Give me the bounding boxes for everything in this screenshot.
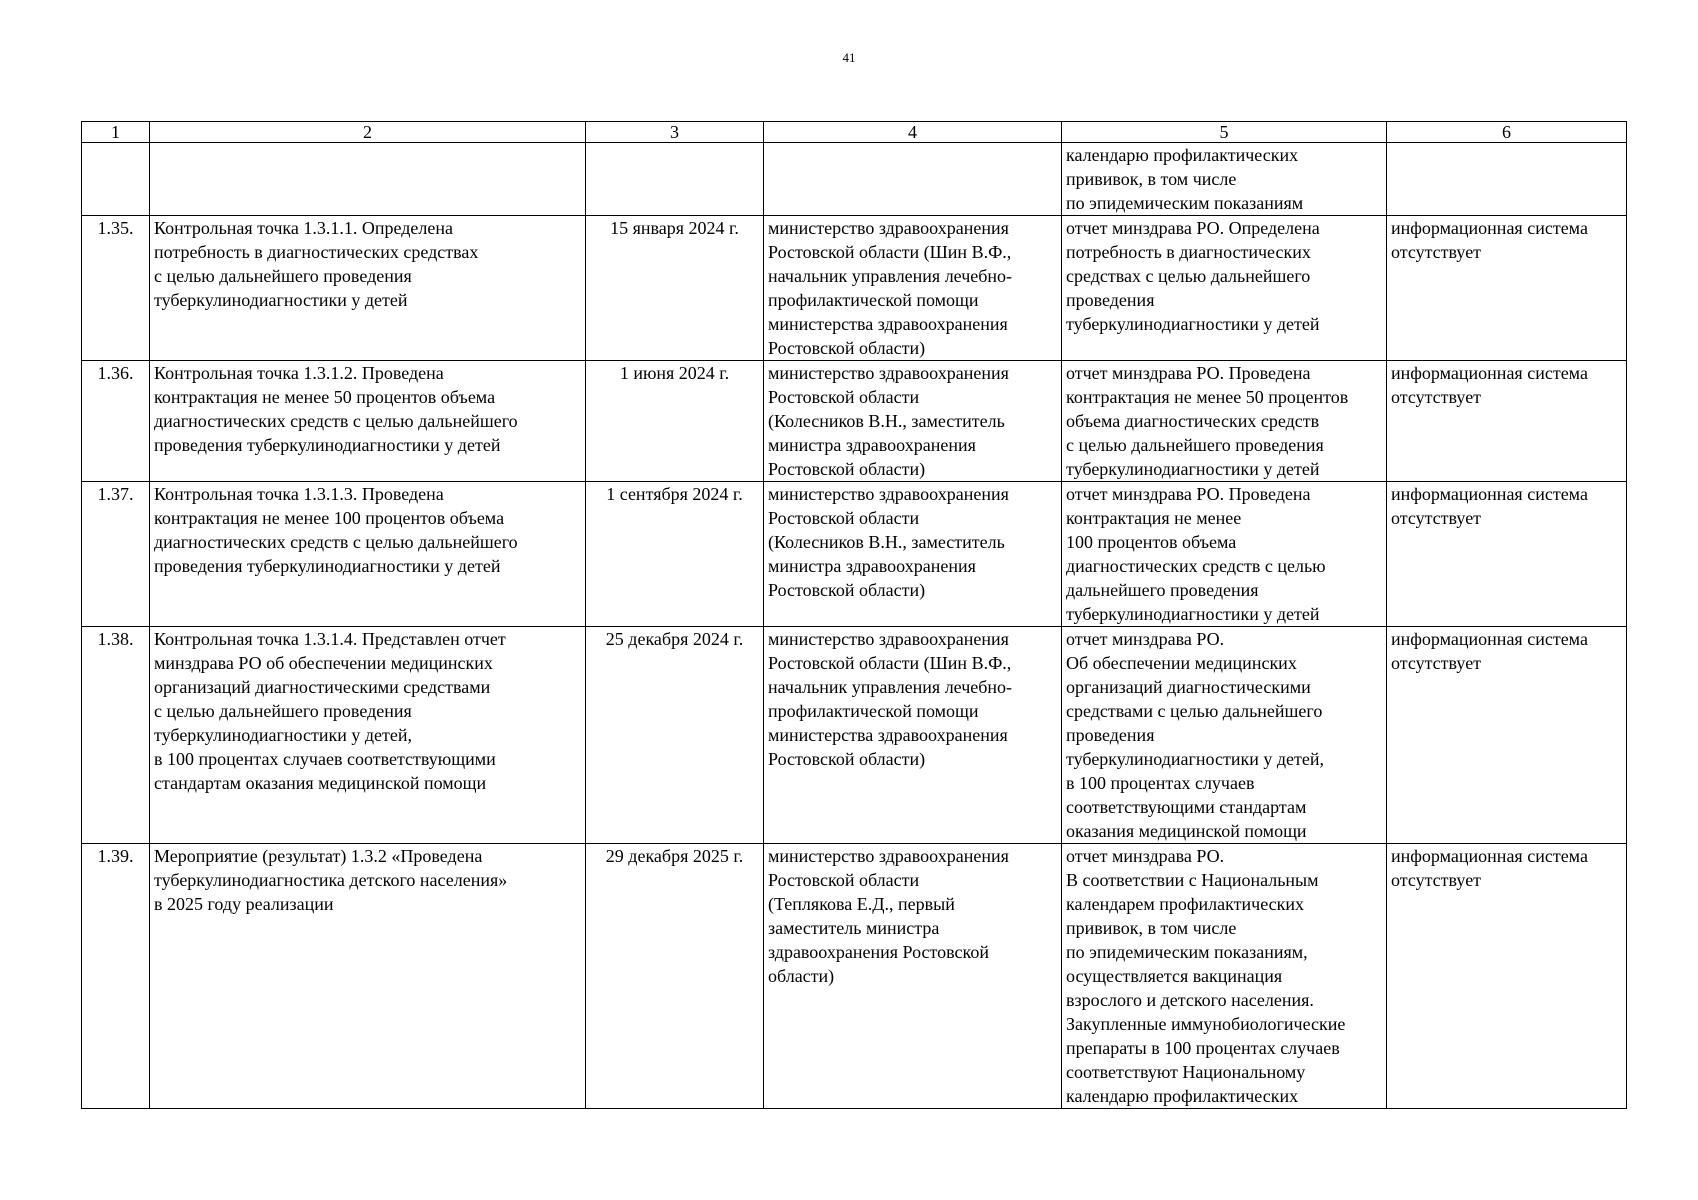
plan-table (81, 121, 1627, 1109)
cell-event: Контрольная точка 1.3.1.4. Представлен отчет минздрава РО об обеспечении медицинских организаций диагностическими средствами с целью дальнейшего проведения туберкулинодиагностики у детей, в 100 процентах случаев соответствующими стандартам оказания медицинской помощи (150, 627, 586, 844)
cell-number: 1.37. (82, 482, 150, 627)
cell-number: 1.39. (82, 844, 150, 1109)
table-row (82, 361, 1627, 482)
cell-number: 1.36. (82, 361, 150, 482)
column-header-6: 6 (1387, 122, 1627, 143)
cell-event: Контрольная точка 1.3.1.1. Определена потребность в диагностических средствах с целью дальнейшего проведения туберкулинодиагностики у детей (150, 216, 586, 361)
column-header-3: 3 (586, 122, 764, 143)
column-header-1: 1 (82, 122, 150, 143)
cell-result: отчет минздрава РО. Об обеспечении медицинских организаций диагностическими средствами с целью дальнейшего проведения туберкулинодиагностики у детей, в 100 процентах случаев соответствующими стандартам оказания медицинской помощи (1062, 627, 1387, 844)
cell-date: 29 декабря 2025 г. (586, 844, 764, 1109)
cell-responsible: министерство здравоохранения Ростовской области (Колесников В.Н., заместитель министра здравоохранения Ростовской области) (764, 482, 1062, 627)
table-header-row (82, 122, 1627, 143)
table-row (82, 143, 1627, 216)
cell-date: 25 декабря 2024 г. (586, 627, 764, 844)
cell-number: 1.38. (82, 627, 150, 844)
cell-date (586, 143, 764, 216)
column-header-4: 4 (764, 122, 1062, 143)
cell-responsible: министерство здравоохранения Ростовской области (Колесников В.Н., заместитель министра здравоохранения Ростовской области) (764, 361, 1062, 482)
cell-responsible (764, 143, 1062, 216)
cell-result: отчет минздрава РО. Проведена контрактация не менее 50 процентов объема диагностических средств с целью дальнейшего проведения туберкулинодиагностики у детей (1062, 361, 1387, 482)
cell-event: Контрольная точка 1.3.1.2. Проведена контрактация не менее 50 процентов объема диагностических средств с целью дальнейшего проведения туберкулинодиагностики у детей (150, 361, 586, 482)
cell-event: Мероприятие (результат) 1.3.2 «Проведена туберкулинодиагностика детского населения» в 2025 году реализации (150, 844, 586, 1109)
cell-date: 1 июня 2024 г. (586, 361, 764, 482)
cell-system: информационная система отсутствует (1387, 627, 1627, 844)
cell-result: отчет минздрава РО. В соответствии с Национальным календарем профилактических прививок, в том числе по эпидемическим показаниям, осуществляется вакцинация взрослого и детского населения. Закупленные иммунобиологические препараты в 100 процентах случаев соответствуют Национальному календарю профилактических (1062, 844, 1387, 1109)
cell-system: информационная система отсутствует (1387, 844, 1627, 1109)
table-row (82, 482, 1627, 627)
table-row (82, 627, 1627, 844)
cell-responsible: министерство здравоохранения Ростовской области (Теплякова Е.Д., первый заместитель министра здравоохранения Ростовской области) (764, 844, 1062, 1109)
cell-result: отчет минздрава РО. Проведена контрактация не менее 100 процентов объема диагностических средств с целью дальнейшего проведения туберкулинодиагностики у детей (1062, 482, 1387, 627)
cell-event (150, 143, 586, 216)
cell-system: информационная система отсутствует (1387, 482, 1627, 627)
cell-result: отчет минздрава РО. Определена потребность в диагностических средствах с целью дальнейшего проведения туберкулинодиагностики у детей (1062, 216, 1387, 361)
cell-number: 1.35. (82, 216, 150, 361)
column-header-5: 5 (1062, 122, 1387, 143)
cell-system: информационная система отсутствует (1387, 216, 1627, 361)
cell-responsible: министерство здравоохранения Ростовской области (Шин В.Ф., начальник управления лечебно- профилактической помощи министерства здравоохранения Ростовской области) (764, 216, 1062, 361)
column-header-2: 2 (150, 122, 586, 143)
cell-result: календарю профилактических прививок, в том числе по эпидемическим показаниям (1062, 143, 1387, 216)
cell-responsible: министерство здравоохранения Ростовской области (Шин В.Ф., начальник управления лечебно- профилактической помощи министерства здравоохранения Ростовской области) (764, 627, 1062, 844)
cell-event: Контрольная точка 1.3.1.3. Проведена контрактация не менее 100 процентов объема диагностических средств с целью дальнейшего проведения туберкулинодиагностики у детей (150, 482, 586, 627)
cell-system (1387, 143, 1627, 216)
cell-date: 1 сентября 2024 г. (586, 482, 764, 627)
table-row (82, 844, 1627, 1109)
cell-system: информационная система отсутствует (1387, 361, 1627, 482)
page-number: 41 (842, 50, 856, 65)
table-row (82, 216, 1627, 361)
cell-date: 15 января 2024 г. (586, 216, 764, 361)
cell-number (82, 143, 150, 216)
